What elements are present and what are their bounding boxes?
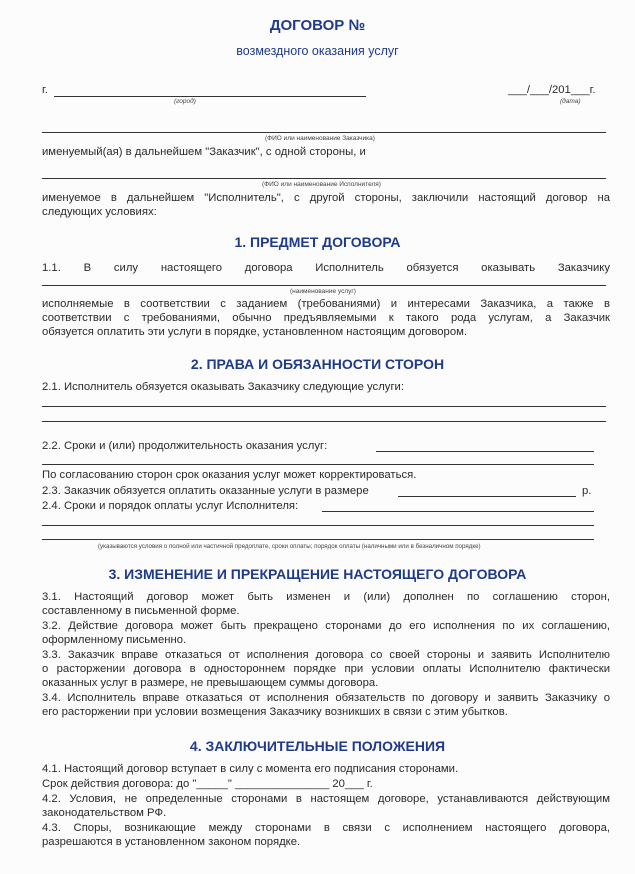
services-field-line [42, 285, 606, 286]
clause-1-1-line3: соответствии с требованиями, обычно предъявляемыми к такого рода услугам, а Заказчик [42, 312, 610, 324]
section4-heading: 4. ЗАКЛЮЧИТЕЛЬНЫЕ ПОЛОЖЕНИЯ [189, 738, 446, 754]
date-caption: (дата) [560, 98, 581, 105]
clause-3-1-line1: 3.1. Настоящий договор может быть изменен и (или) дополнен по соглашению сторон, [42, 591, 610, 603]
city-field-line [54, 96, 366, 97]
customer-caption: (ФИО или наименование Заказчика) [265, 135, 375, 142]
currency-unit: р. [582, 485, 592, 497]
clause-4-2-line2: законодательством РФ. [42, 807, 167, 819]
executor-caption: (ФИО или наименование Исполнителя) [262, 181, 381, 188]
date-field: ___/___/201___г. [508, 84, 596, 96]
duration-field-line [376, 451, 594, 452]
clause-1-1-line4: обязуется оплатить эти услуги в порядке, установленном настоящим договором. [42, 326, 468, 338]
clause-4-1: 4.1. Настоящий договор вступает в силу с момента его подписания сторонами. [42, 763, 459, 775]
section1-heading: 1. ПРЕДМЕТ ДОГОВОРА [234, 234, 401, 250]
payment-terms-caption: (указываются условия о полной или частичной предоплате, сроки оплаты; порядок оплаты (наличными или в безналичном порядке) [98, 543, 481, 550]
contract-term: Срок действия договора: до "_____" _______________ 20___ г. [42, 778, 373, 790]
payment-amount-line [398, 496, 576, 497]
clause-4-3-line1: 4.3. Споры, возникающие между сторонами в связи с исполнением настоящего договора, [42, 822, 610, 834]
clause-4-3-line2: разрешаются в установленном законом порядке. [42, 836, 301, 848]
customer-text: именуемый(ая) в дальнейшем "Заказчик", с одной стороны, и [42, 146, 366, 158]
section3-heading: 3. ИЗМЕНЕНИЕ И ПРЕКРАЩЕНИЕ НАСТОЯЩЕГО ДОГОВОРА [108, 566, 527, 582]
executor-text-line2: следующих условиях: [42, 206, 157, 218]
executor-text-line1: именуемое в дальнейшем "Исполнитель", с другой стороны, заключили настоящий договор на [42, 192, 610, 204]
customer-field-line [42, 132, 606, 133]
clause-3-3-line2: о расторжении договора в одностороннем порядке при условии оплаты Исполнителю фактически [42, 663, 610, 675]
clause-3-4-line1: 3.4. Исполнитель вправе отказаться от исполнения обязательств по договору и заявить Заказчику о [42, 692, 610, 704]
clause-3-2-line1: 3.2. Действие договора может быть прекращено сторонами до его исполнения по их соглашению, [42, 620, 610, 632]
document-title: ДОГОВОР № [269, 17, 366, 34]
services-list-line-2 [42, 421, 606, 422]
clause-4-2-line1: 4.2. Условия, не определенные сторонами в настоящем договоре, устанавливаются действующим [42, 793, 610, 805]
city-caption: (город) [174, 98, 196, 105]
services-list-line-1 [42, 406, 606, 407]
clause-2-3: 2.3. Заказчик обязуется оплатить оказанные услуги в размере [42, 485, 369, 497]
document-subtitle: возмездного оказания услуг [236, 44, 399, 58]
section2-heading: 2. ПРАВА И ОБЯЗАННОСТИ СТОРОН [190, 356, 445, 372]
clause-1-1-line2: исполняемые в соответствии с заданием (требованиями) и интересами Заказчика, а также в [42, 298, 610, 310]
payment-terms-line-3 [42, 539, 594, 540]
services-caption: (наименование услуг) [290, 288, 356, 295]
clause-3-4-line2: его расторжении при условии возмещения Заказчику возникших в связи с этим убытков. [42, 706, 508, 718]
duration-extra-line [42, 464, 594, 465]
clause-2-2-note: По согласованию сторон срок оказания услуг может корректироваться. [42, 469, 417, 481]
clause-3-2-line2: оформленному письменно. [42, 634, 187, 646]
city-label: г. [42, 84, 48, 96]
clause-3-3-line3: оказанных услуг в размере, не превышающем суммы договора. [42, 677, 379, 689]
clause-2-2: 2.2. Сроки и (или) продолжительность оказания услуг: [42, 440, 328, 452]
clause-1-1-line1: 1.1. В силу настоящего договора Исполнитель обязуется оказывать Заказчику [42, 262, 610, 274]
clause-2-1: 2.1. Исполнитель обязуется оказывать Заказчику следующие услуги: [42, 381, 405, 393]
clause-2-4: 2.4. Сроки и порядок оплаты услуг Исполнителя: [42, 500, 299, 512]
payment-terms-line-1 [322, 511, 594, 512]
clause-3-1-line2: составленному в письменной форме. [42, 605, 240, 617]
payment-terms-line-2 [42, 525, 594, 526]
executor-field-line [42, 178, 606, 179]
clause-3-3-line1: 3.3. Заказчик вправе отказаться от исполнения договора со своей стороны и заявить Исполнителю [42, 649, 610, 661]
